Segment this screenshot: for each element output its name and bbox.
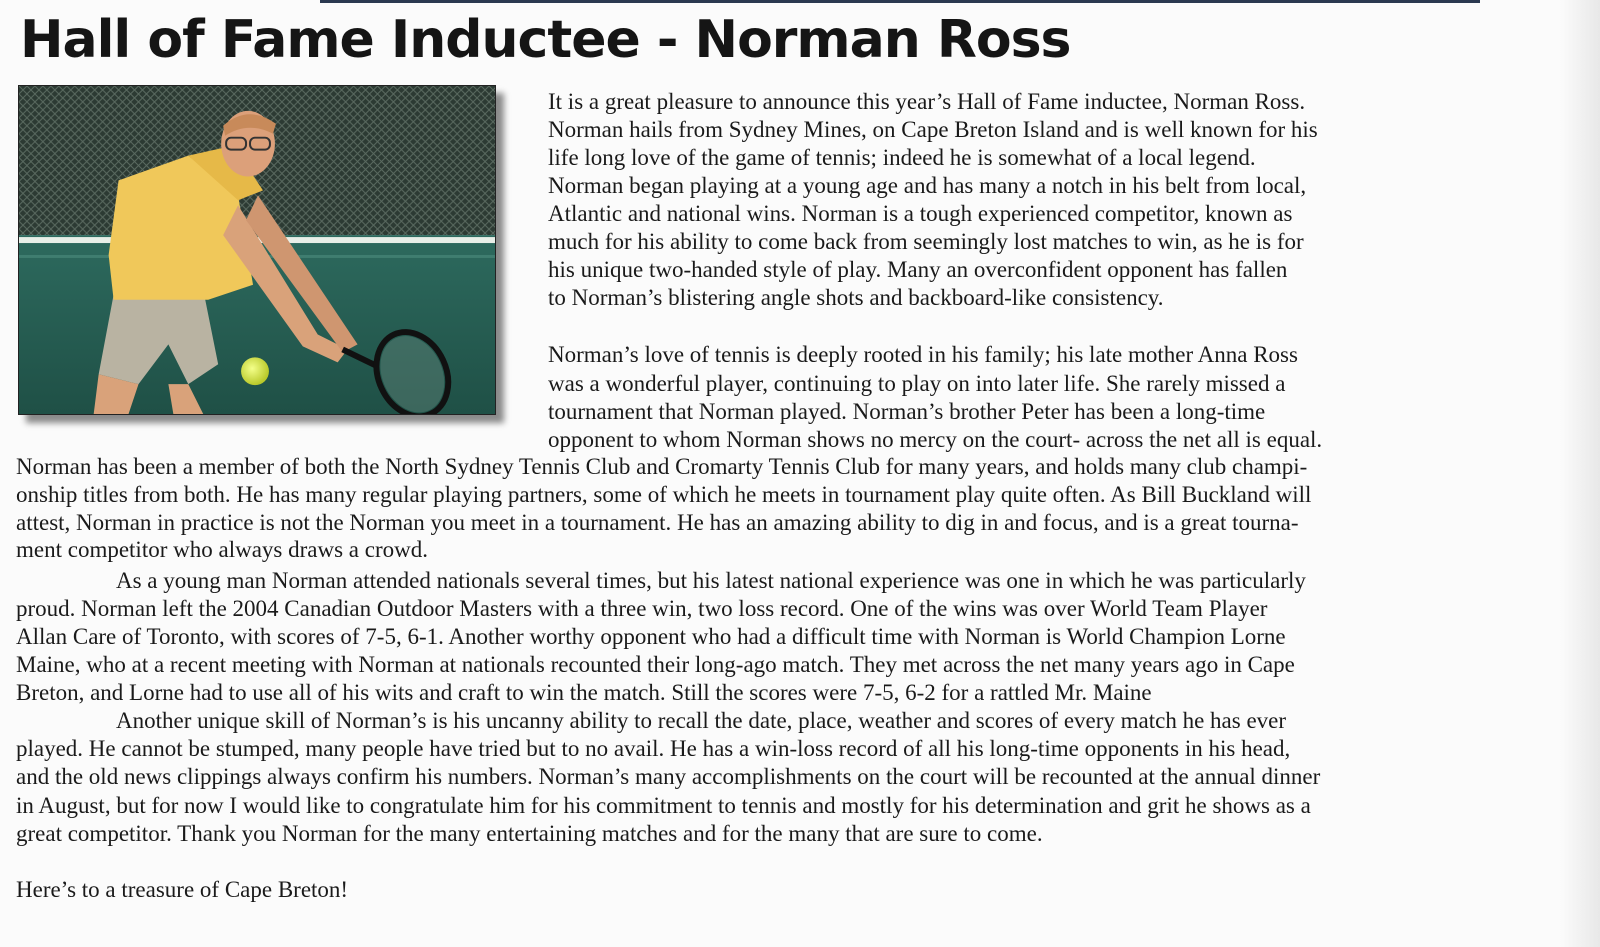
text-line: Atlantic and national wins. Norman is a tough experienced competitor, known as: [548, 201, 1293, 226]
text-line: Norman has been a member of both the North Sydney Tennis Club and Cromarty Tennis Club for many years, and holds many club champi-: [16, 454, 1308, 479]
text-line: tournament that Norman played. Norman’s brother Peter has been a long-time: [548, 399, 1266, 424]
text-line: attest, Norman in practice is not the Norman you meet in a tournament. He has an amazing ability to dig in and focus, and is a great tourna-: [16, 510, 1299, 535]
text-line: his unique two-handed style of play. Many an overconfident opponent has fallen: [548, 257, 1288, 282]
text-line: opponent to whom Norman shows no mercy on the court- across the net all is equal.: [548, 427, 1323, 452]
text-line: ment competitor who always draws a crowd.: [16, 537, 428, 562]
text-line: Maine, who at a recent meeting with Norman at nationals recounted their long-ago match. They met across the net many years ago in Cape: [16, 652, 1295, 677]
text-line: played. He cannot be stumped, many people have tried but to no avail. He has a win-loss record of all his long-time opponents in his head,: [16, 736, 1291, 761]
text-line: It is a great pleasure to announce this year’s Hall of Fame inductee, Norman Ross.: [548, 89, 1306, 114]
text-line: to Norman’s blistering angle shots and backboard-like consistency.: [548, 285, 1164, 310]
text-line: life long love of the game of tennis; indeed he is somewhat of a local legend.: [548, 145, 1256, 170]
text-line: in August, but for now I would like to congratulate him for his commitment to tennis and mostly for his determination and grit he shows as a: [16, 793, 1311, 818]
text-line: As a young man Norman attended nationals several times, but his latest national experience was one in which he was particularly: [116, 568, 1306, 593]
text-line: Norman began playing at a young age and has many a notch in his belt from local,: [548, 173, 1307, 198]
text-line: onship titles from both. He has many regular playing partners, some of which he meets in tournament play quite often. As Bill Buckland will: [16, 482, 1312, 507]
text-line: was a wonderful player, continuing to play on into later life. She rarely missed a: [548, 371, 1286, 396]
inductee-photo: [18, 85, 496, 415]
closing-line: Here’s to a treasure of Cape Breton!: [16, 877, 349, 902]
text-line: Allan Care of Toronto, with scores of 7-5, 6-1. Another worthy opponent who had a difficult time with Norman is World Champion Lorne: [16, 624, 1286, 649]
page-edge-shadow: [1560, 0, 1600, 947]
tennis-player-image: [18, 85, 496, 415]
article-title: Hall of Fame Inductee - Norman Ross: [20, 10, 1071, 70]
text-line: Norman’s love of tennis is deeply rooted in his family; his late mother Anna Ross: [548, 342, 1298, 367]
text-line: Breton, and Lorne had to use all of his wits and craft to win the match. Still the scores were 7-5, 6-2 for a rattled Mr. Maine: [16, 680, 1152, 705]
text-line: proud. Norman left the 2004 Canadian Outdoor Masters with a three win, two loss record. One of the wins was over World Team Player: [16, 596, 1268, 621]
top-rule: [320, 0, 1480, 3]
text-line: Norman hails from Sydney Mines, on Cape Breton Island and is well known for his: [548, 117, 1318, 142]
text-line: great competitor. Thank you Norman for the many entertaining matches and for the many that are sure to come.: [16, 821, 1043, 846]
text-line: and the old news clippings always confirm his numbers. Norman’s many accomplishments on the court will be recounted at the annual dinner: [16, 764, 1321, 789]
text-line: Another unique skill of Norman’s is his uncanny ability to recall the date, place, weather and scores of every match he has ever: [116, 708, 1287, 733]
text-line: much for his ability to come back from seemingly lost matches to win, as he is for: [548, 229, 1304, 254]
